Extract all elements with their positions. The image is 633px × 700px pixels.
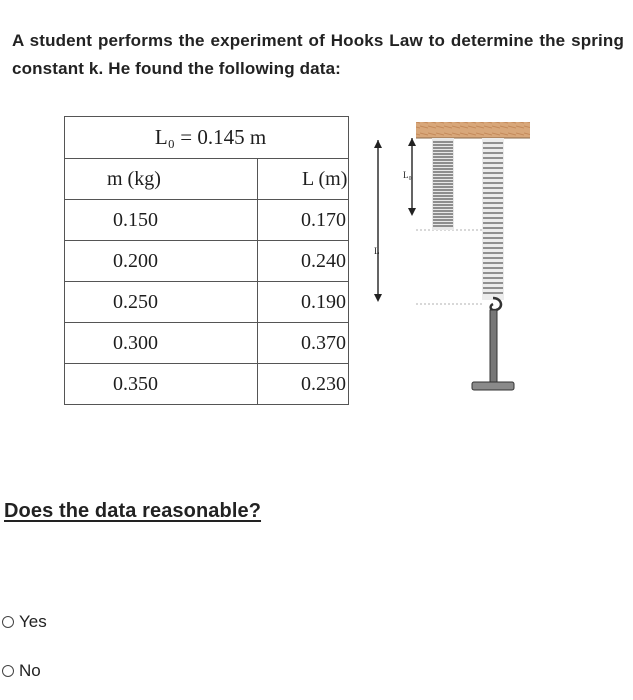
length-cell: 0.370 — [258, 323, 349, 364]
length-cell: 0.240 — [258, 241, 349, 282]
question-text: Does the data reasonable? — [4, 500, 262, 522]
unstretched-spring — [432, 138, 454, 230]
radio-yes[interactable] — [2, 616, 14, 628]
option-yes-label: Yes — [19, 612, 47, 631]
table-row — [65, 200, 349, 241]
l-arrow — [374, 140, 382, 302]
mass-cell: 0.350 — [65, 364, 258, 405]
spring-diagram — [372, 118, 534, 400]
length-cell: 0.170 — [258, 200, 349, 241]
option-no-label: No — [19, 661, 41, 680]
initial-length-header: L₀ = 0.145 m — [65, 117, 349, 159]
table-header-row — [65, 117, 349, 159]
radio-no[interactable] — [2, 665, 14, 677]
table-row — [65, 323, 349, 364]
length-cell: 0.230 — [258, 364, 349, 405]
l0-label: L₀ — [403, 170, 412, 180]
table-row — [65, 364, 349, 405]
table-row — [65, 282, 349, 323]
ceiling-support — [416, 122, 530, 138]
hanging-mass — [472, 310, 514, 390]
data-table — [64, 116, 349, 405]
mass-cell: 0.150 — [65, 200, 258, 241]
table-row — [65, 241, 349, 282]
l-label: L — [374, 246, 380, 256]
mass-cell: 0.200 — [65, 241, 258, 282]
option-yes[interactable] — [2, 612, 47, 632]
length-cell: 0.190 — [258, 282, 349, 323]
problem-statement: A student performs the experiment of Hooks Law to determine the spring constant k. He found the following data: — [12, 31, 624, 78]
mass-column-header: m (kg) — [65, 159, 258, 200]
mass-cell: 0.300 — [65, 323, 258, 364]
stretched-spring — [482, 138, 504, 310]
column-labels-row — [65, 159, 349, 200]
mass-cell: 0.250 — [65, 282, 258, 323]
length-column-header: L (m) — [258, 159, 349, 200]
option-no[interactable] — [2, 661, 41, 681]
